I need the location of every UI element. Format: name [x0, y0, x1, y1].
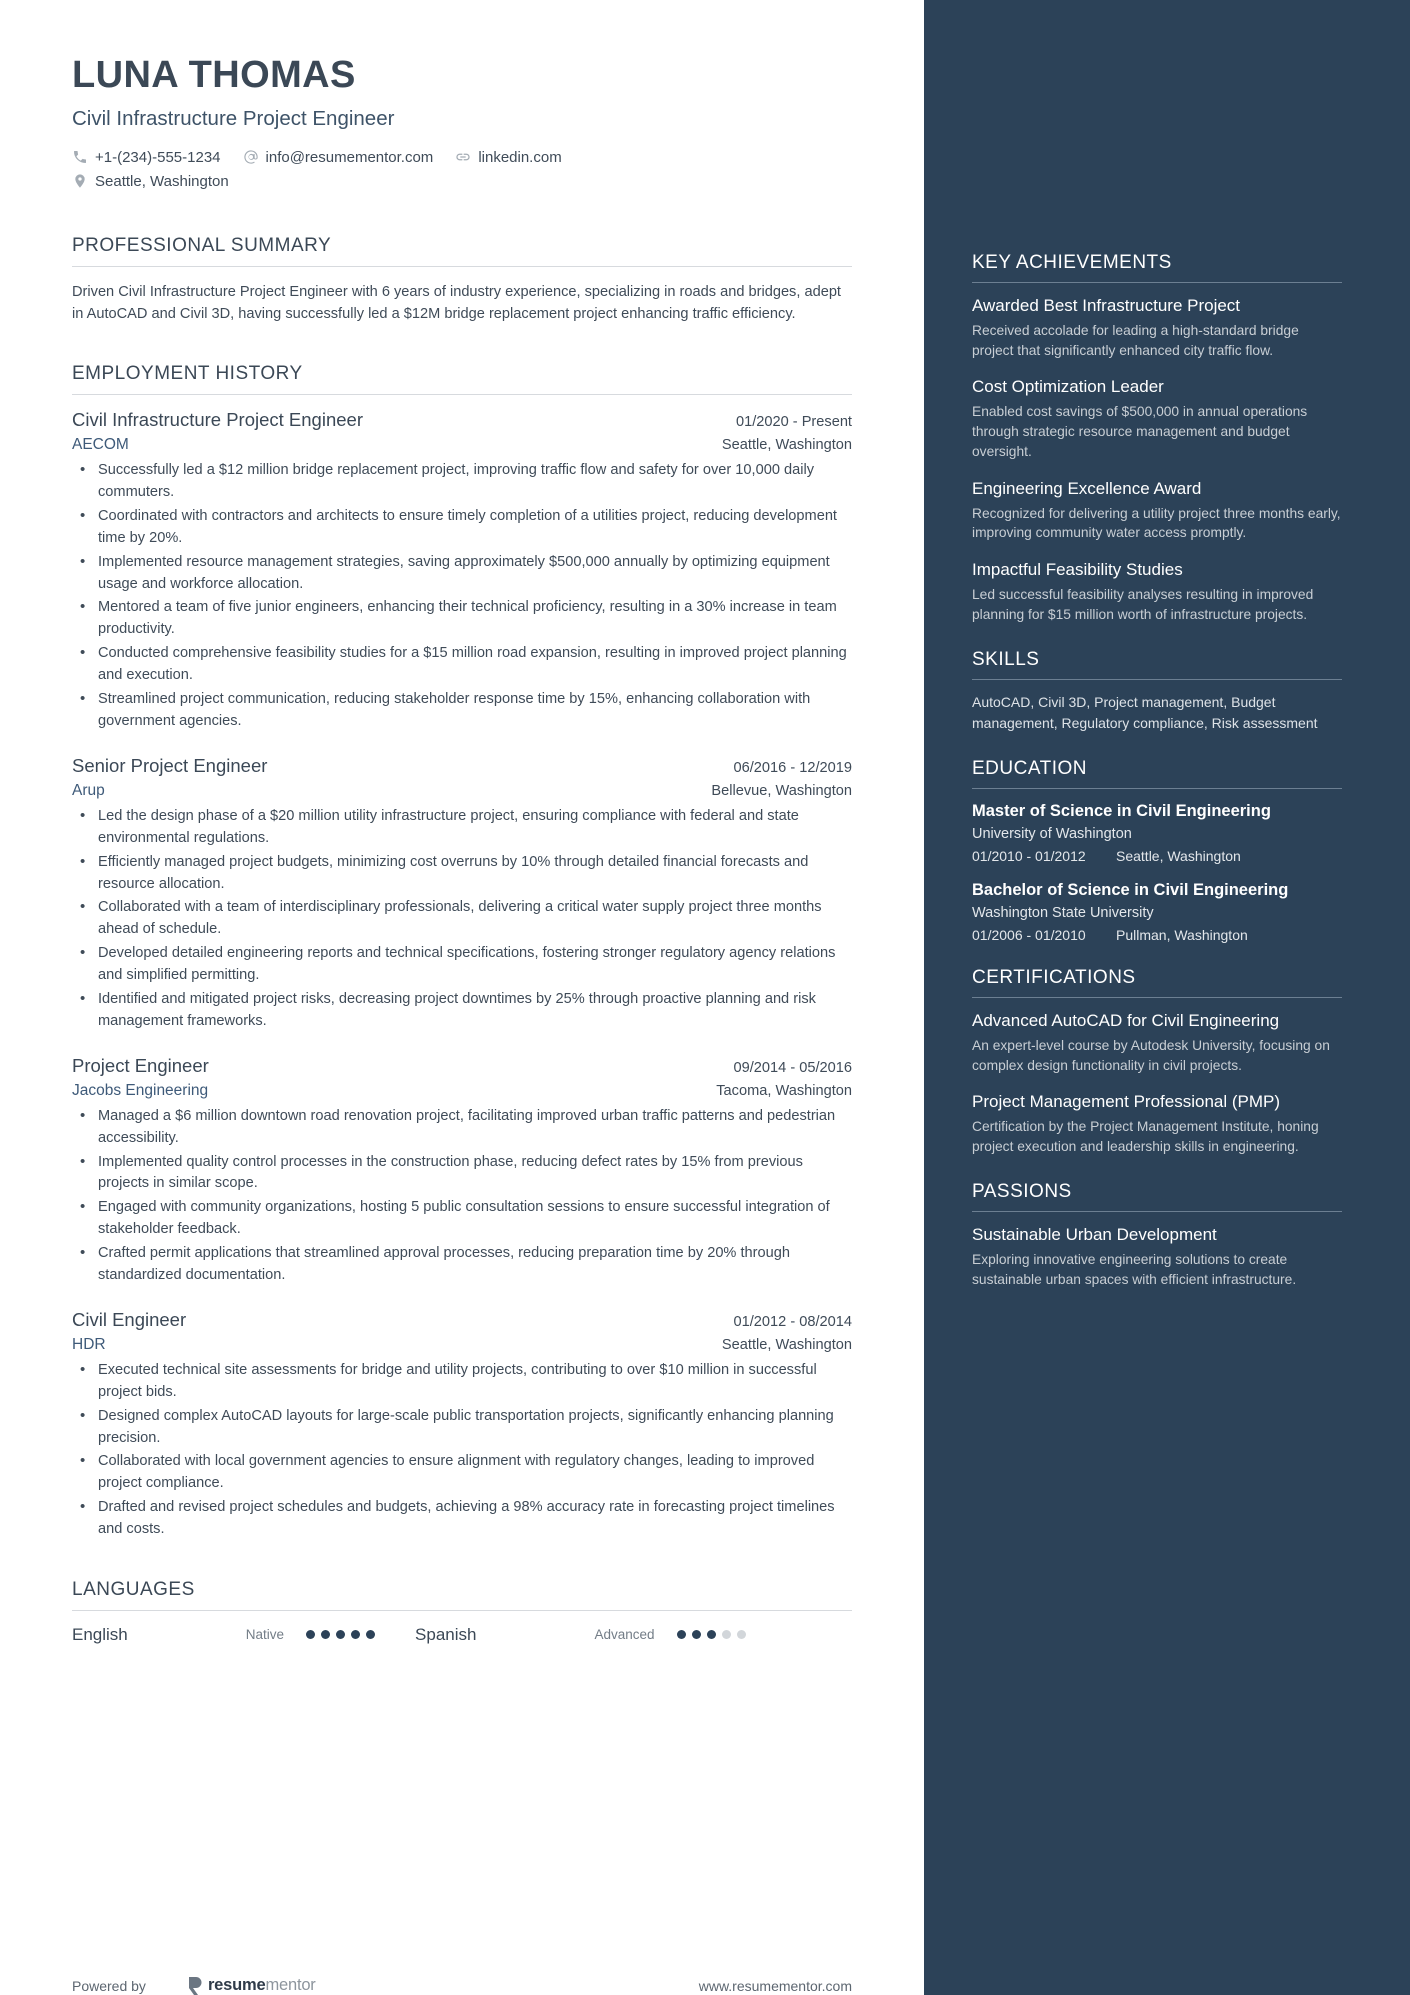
language-item [72, 1625, 375, 1645]
summary-title: PROFESSIONAL SUMMARY [72, 234, 332, 256]
job-bullet: • Coordinated with contractors and architects to ensure timely completion of a utilities project, reducing development time by 20%. [72, 506, 852, 550]
education-degree: Master of Science in Civil Engineering [972, 801, 1271, 820]
languages-title: LANGUAGES [72, 1578, 195, 1600]
achievement-item-title: Impactful Feasibility Studies [972, 560, 1183, 580]
job-bullet: • Conducted comprehensive feasibility studies for a $15 million road expansion, resulting in improved project planning and execution. [72, 643, 852, 687]
job-bullet: • Implemented quality control processes in the construction phase, reducing defect rates by 15% from previous projects in similar scope. [72, 1152, 852, 1196]
passion-item-desc: Exploring innovative engineering solutions to create sustainable urban spaces with efficient infrastructure. [972, 1251, 1297, 1287]
certification-item-title: Project Management Professional (PMP) [972, 1092, 1281, 1112]
location-icon [72, 173, 88, 189]
job-bullet: • Crafted permit applications that streamlined approval processes, reducing preparation time by 20% through standardized documentation. [72, 1243, 852, 1287]
education-location: Pullman, Washington [1116, 926, 1248, 943]
job-bullet: • Drafted and revised project schedules and budgets, achieving a 98% accuracy rate in forecasting project timelines and costs. [72, 1497, 852, 1541]
language-name: English [72, 1624, 128, 1644]
sidebar-education-title: EDUCATION [972, 757, 1087, 779]
contact-item-email[interactable] [243, 149, 434, 166]
contact-text: linkedin.com [478, 148, 562, 166]
sidebar-certifications-title: CERTIFICATIONS [972, 966, 1136, 988]
job-title: Civil Infrastructure Project Engineer [72, 409, 363, 431]
language-item [415, 1625, 745, 1645]
logo-light: mentor [265, 1976, 316, 1994]
job-location: Seattle, Washington [721, 437, 852, 454]
achievement-item-title: Cost Optimization Leader [972, 377, 1164, 397]
page-header [72, 55, 852, 197]
employment-title: EMPLOYMENT HISTORY [72, 363, 303, 385]
contact-item-location[interactable] [72, 173, 852, 190]
achievement-item [972, 376, 1342, 461]
sidebar-passions-title: PASSIONS [972, 1180, 1072, 1202]
resumementor-mark-icon [188, 1976, 203, 1995]
certification-item-desc: Certification by the Project Management Institute, honing project execution and leadership skills in engineering. [972, 1119, 1319, 1155]
language-dot [677, 1630, 686, 1639]
language-rating [677, 1630, 746, 1639]
achievement-item-desc: Led successful feasibility analyses resulting in improved planning for $15 million worth of infrastructure projects. [972, 587, 1314, 622]
certification-item-desc: An expert-level course by Autodesk University, focusing on complex design functionality in civil projects. [972, 1037, 1330, 1073]
language-dot [722, 1630, 731, 1639]
job-title: Civil Engineer [72, 1308, 187, 1330]
education-dates: 01/2010 - 01/2012 [972, 847, 1086, 864]
job-entry [72, 1309, 852, 1541]
job-bullet: • Managed a $6 million downtown road renovation project, facilitating improved urban traffic patterns and pedestrian accessibility. [72, 1106, 852, 1150]
divider [972, 788, 1342, 789]
sidebar [924, 0, 1410, 1995]
resumementor-wordmark [208, 1976, 316, 1995]
job-bullet: • Streamlined project communication, reducing stakeholder response time by 15%, enhancing collaboration with government agencies. [72, 689, 852, 733]
job-location: Seattle, Washington [721, 1336, 852, 1353]
email-icon [243, 149, 259, 165]
footer-website: www.resumementor.com [698, 1977, 852, 1994]
job-company: Jacobs Engineering [72, 1081, 209, 1099]
education-school: University of Washington [972, 825, 1132, 842]
job-bullet: • Engaged with community organizations, hosting 5 public consultation sessions to ensure successful integration of stakeholder feedback. [72, 1197, 852, 1241]
section-employment [72, 363, 852, 1541]
job-bullets [72, 806, 852, 1033]
language-level: Native [245, 1627, 285, 1643]
job-company: AECOM [72, 436, 129, 454]
divider [972, 679, 1342, 680]
achievement-item [972, 478, 1342, 543]
achievement-item-desc: Enabled cost savings of $500,000 in annual operations through strategic resource management and budget oversight. [972, 404, 1308, 459]
language-dot [692, 1630, 701, 1639]
achievement-item-title: Engineering Excellence Award [972, 478, 1202, 498]
education-item [972, 801, 1342, 864]
job-bullet: • Efficiently managed project budgets, minimizing cost overruns by 10% through detailed financial forecasts and resource allocation. [72, 852, 852, 896]
job-bullet: • Developed detailed engineering reports and technical specifications, fostering stronger regulatory agency relations and simplified permitting. [72, 943, 852, 987]
job-dates: 09/2014 - 05/2016 [733, 1059, 852, 1076]
page-title: LUNA THOMAS [72, 54, 356, 96]
passion-item [972, 1224, 1342, 1289]
certification-item-title: Advanced AutoCAD for Civil Engineering [972, 1010, 1280, 1030]
education-degree: Bachelor of Science in Civil Engineering [972, 880, 1289, 899]
sidebar-section-skills [972, 649, 1342, 734]
job-entry [72, 409, 852, 733]
sidebar-section-passions [972, 1181, 1342, 1289]
job-company: HDR [72, 1335, 106, 1353]
section-summary [72, 235, 852, 325]
language-dot [336, 1630, 345, 1639]
certification-item [972, 1010, 1342, 1075]
job-bullet: • Successfully led a $12 million bridge replacement project, improving traffic flow and safety for over 10,000 daily commuters. [72, 460, 852, 504]
job-entry [72, 755, 852, 1033]
sidebar-section-certifications [972, 967, 1342, 1157]
job-bullets [72, 460, 852, 733]
achievement-item-desc: Received accolade for leading a high-standard bridge project that significantly enhanced city traffic flow. [972, 322, 1299, 358]
certification-item [972, 1091, 1342, 1156]
languages-row [72, 1625, 852, 1645]
achievement-item-desc: Recognized for delivering a utility project three months early, improving community water access promptly. [972, 505, 1341, 541]
divider [72, 266, 852, 267]
contact-text: info@resumementor.com [265, 148, 434, 166]
sidebar-section-achievements [972, 252, 1342, 625]
job-bullet: • Implemented resource management strategies, saving approximately $500,000 annually by optimizing equipment usage and workforce allocation. [72, 552, 852, 596]
education-dates: 01/2006 - 01/2010 [972, 926, 1086, 943]
sidebar-achievements-title: KEY ACHIEVEMENTS [972, 252, 1172, 273]
job-title: Senior Project Engineer [72, 754, 268, 776]
divider [72, 1610, 852, 1611]
language-name: Spanish [415, 1624, 477, 1644]
language-dot [707, 1630, 716, 1639]
sidebar-skills-title: SKILLS [972, 648, 1040, 670]
language-dot [737, 1630, 746, 1639]
job-bullet: • Collaborated with local government agencies to ensure alignment with regulatory changes, leading to improved project compliance. [72, 1451, 852, 1495]
contact-text: Seattle, Washington [95, 172, 229, 190]
achievement-item [972, 559, 1342, 624]
skills-text: AutoCAD, Civil 3D, Project management, Budget management, Regulatory compliance, Risk assessment [972, 693, 1318, 731]
language-dot [351, 1630, 360, 1639]
passion-item-title: Sustainable Urban Development [972, 1224, 1217, 1244]
achievement-item-title: Awarded Best Infrastructure Project [972, 296, 1241, 315]
divider [972, 1211, 1342, 1212]
divider [972, 282, 1342, 283]
language-level: Advanced [594, 1627, 655, 1643]
job-bullets [72, 1106, 852, 1287]
link-icon [455, 149, 471, 165]
resumementor-logo [188, 1976, 316, 1995]
summary-text: Driven Civil Infrastructure Project Engineer with 6 years of industry experience, specializing in roads and bridges, adept in AutoCAD and Civil 3D, having successfully led a $12M bridge replacement project enhancing traffic efficiency. [72, 283, 841, 322]
footer [72, 1976, 852, 1995]
job-bullets [72, 1360, 852, 1541]
powered-by-label: Powered by [72, 1977, 146, 1994]
job-title: Project Engineer [72, 1054, 209, 1076]
sidebar-section-education [972, 758, 1342, 943]
phone-icon [72, 149, 88, 165]
language-dot [321, 1630, 330, 1639]
education-location: Seattle, Washington [1116, 847, 1241, 864]
section-languages [72, 1579, 852, 1645]
job-location: Tacoma, Washington [716, 1082, 852, 1099]
job-dates: 06/2016 - 12/2019 [733, 759, 852, 776]
job-bullet: • Identified and mitigated project risks, decreasing project downtimes by 25% through proactive planning and risk management frameworks. [72, 989, 852, 1033]
education-school: Washington State University [972, 904, 1154, 921]
job-dates: 01/2020 - Present [735, 414, 852, 431]
contact-item-phone[interactable] [72, 149, 221, 166]
job-dates: 01/2012 - 08/2014 [733, 1313, 852, 1330]
divider [972, 997, 1342, 998]
language-rating [306, 1630, 375, 1639]
logo-bold: resume [207, 1976, 266, 1994]
contact-item-link[interactable] [455, 149, 561, 166]
job-bullet: • Mentored a team of five junior engineers, enhancing their technical proficiency, resulting in a 30% increase in team productivity. [72, 597, 852, 641]
job-bullet: • Led the design phase of a $20 million utility infrastructure project, ensuring compliance with federal and state environmental regulations. [72, 806, 852, 850]
job-location: Bellevue, Washington [711, 782, 852, 799]
header-job-title: Civil Infrastructure Project Engineer [72, 106, 395, 130]
education-item [972, 880, 1342, 943]
job-company: Arup [72, 781, 105, 799]
contact-list [72, 149, 852, 197]
language-dot [366, 1630, 375, 1639]
divider [72, 394, 852, 395]
job-bullet: • Collaborated with a team of interdisciplinary professionals, delivering a critical water supply project three months ahead of schedule. [72, 897, 852, 941]
language-dot [306, 1630, 315, 1639]
contact-text: +1-(234)-555-1234 [95, 148, 221, 166]
job-entry [72, 1055, 852, 1287]
achievement-item [972, 295, 1342, 360]
job-bullet: • Designed complex AutoCAD layouts for large-scale public transportation projects, significantly enhancing planning precision. [72, 1406, 852, 1450]
job-bullet: • Executed technical site assessments for bridge and utility projects, contributing to over $10 million in successful project bids. [72, 1360, 852, 1404]
powered-by-block [72, 1976, 316, 1995]
